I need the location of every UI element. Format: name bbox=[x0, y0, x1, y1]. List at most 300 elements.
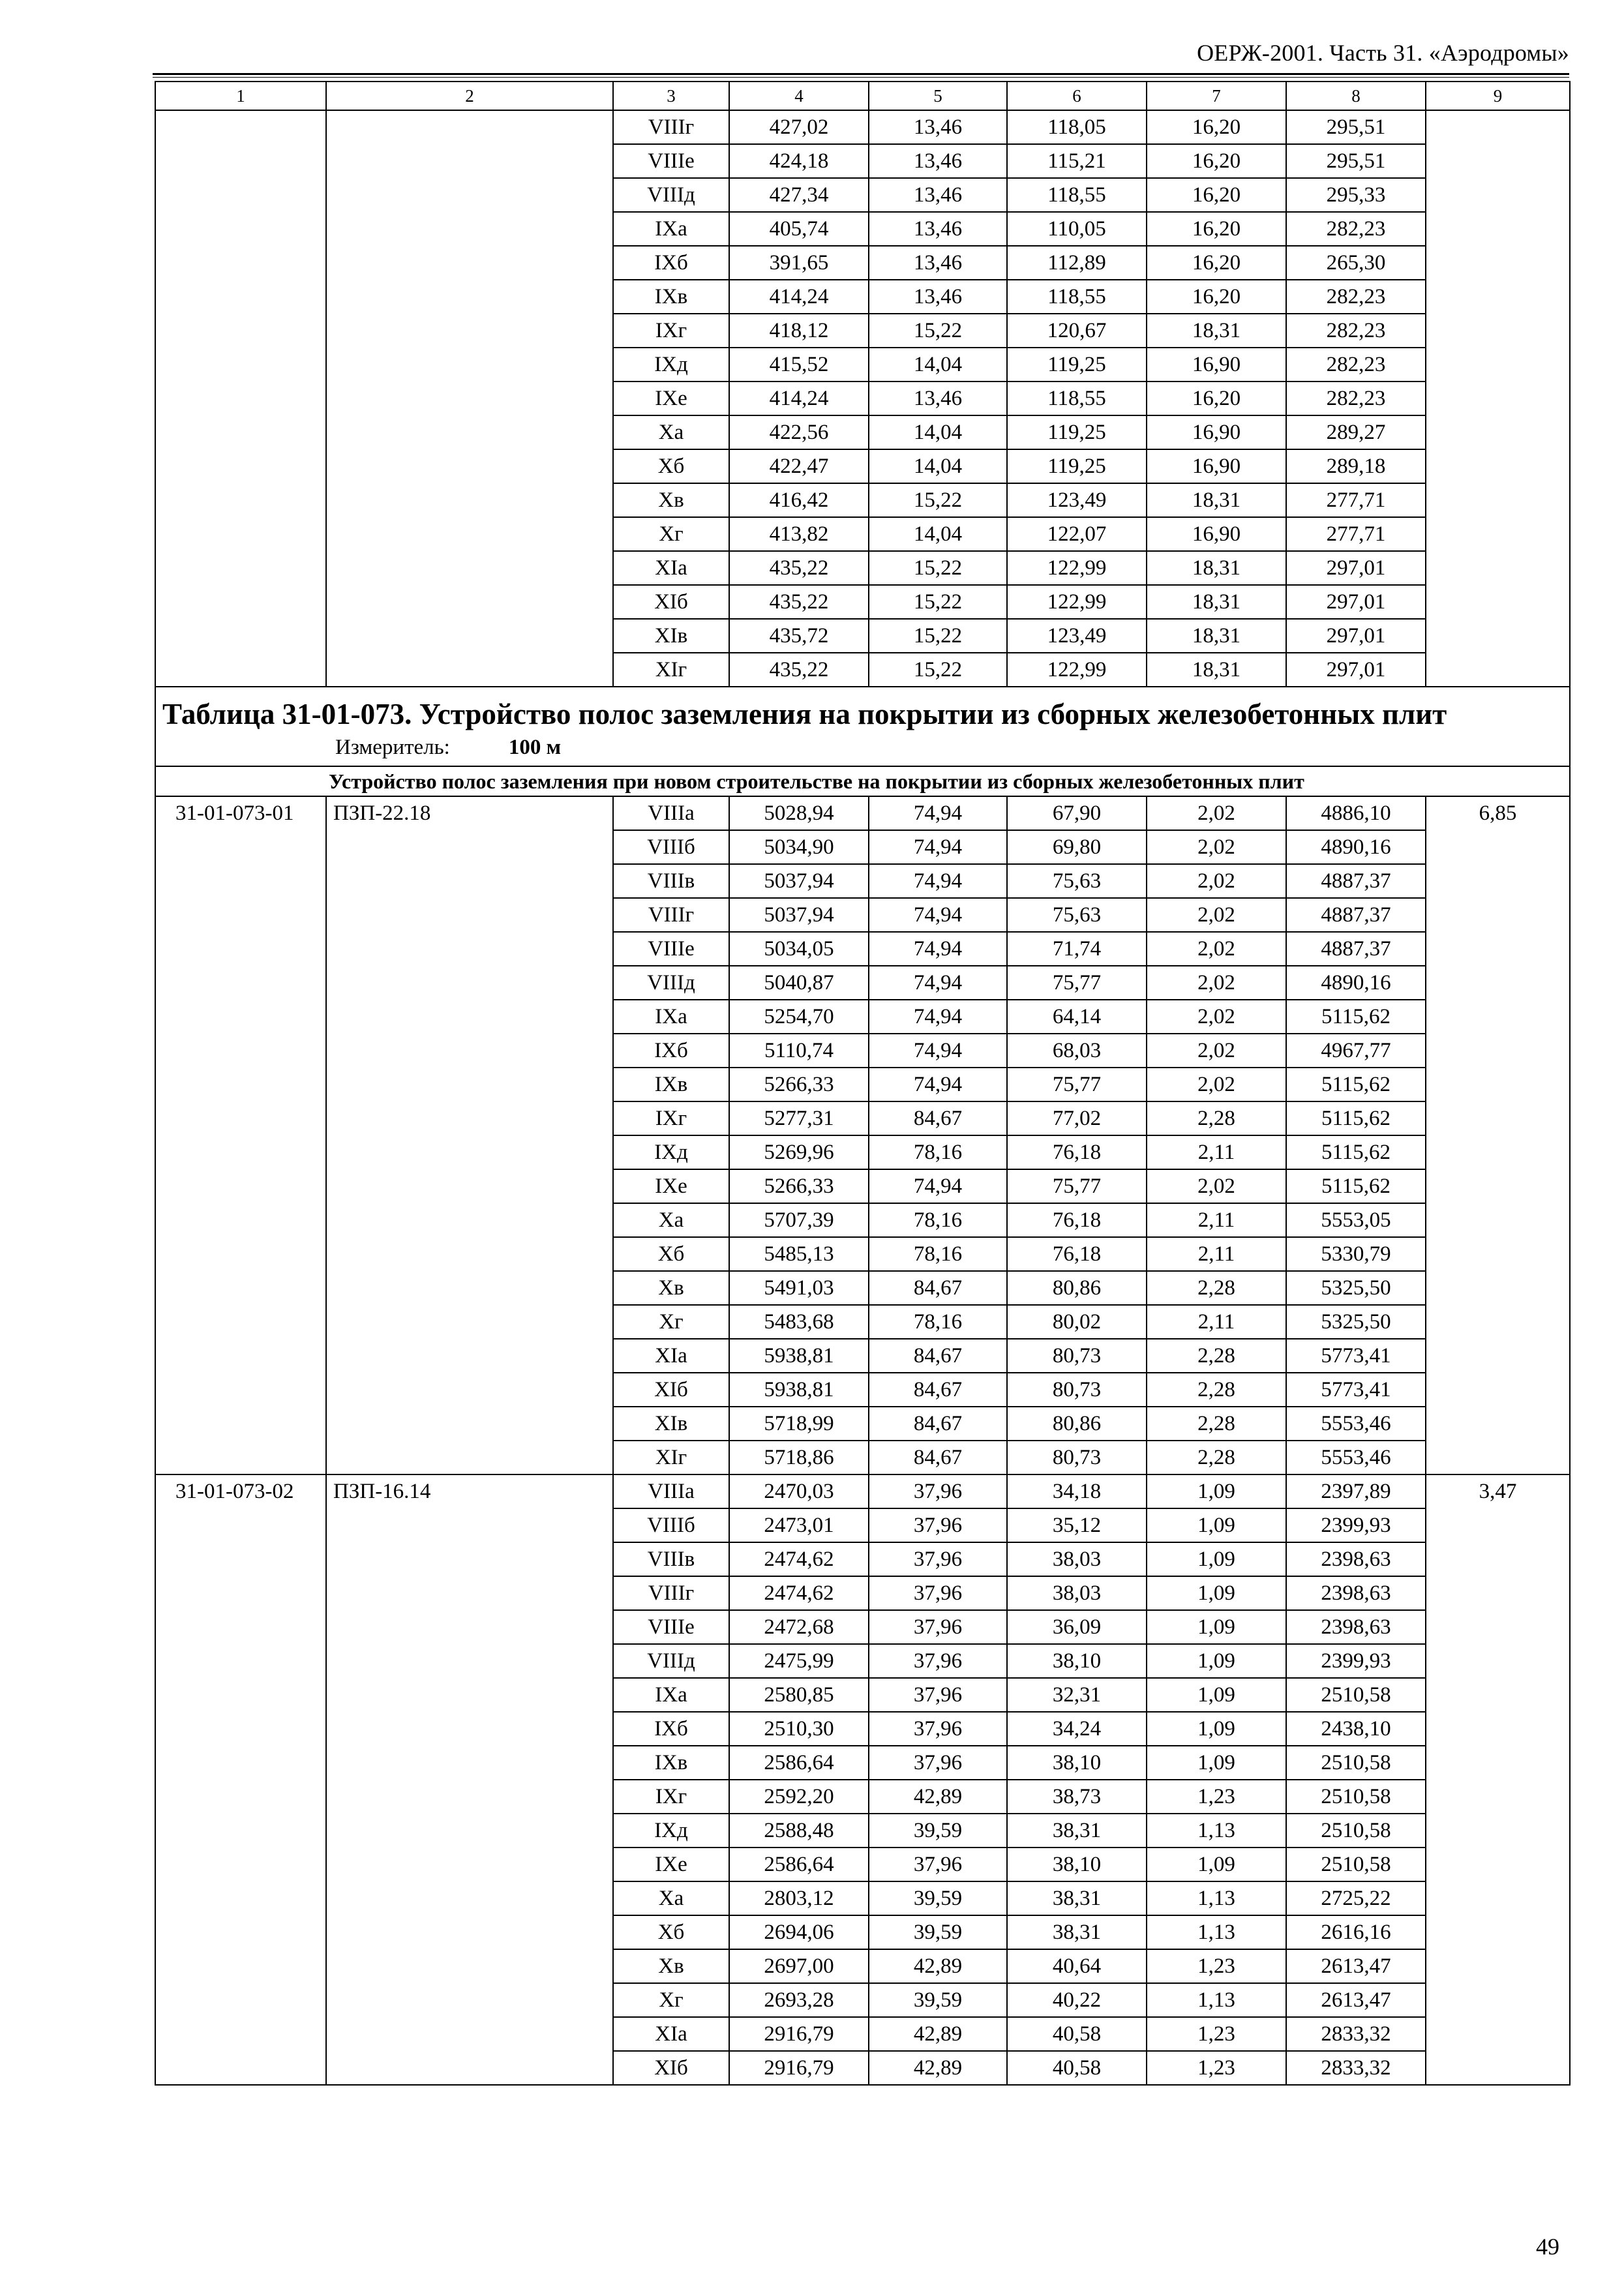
data-cell: 2,02 bbox=[1147, 864, 1286, 898]
data-cell: XIг bbox=[613, 1441, 729, 1474]
data-cell: 16,90 bbox=[1147, 517, 1286, 551]
data-cell: 37,96 bbox=[869, 1610, 1007, 1644]
data-cell: 119,25 bbox=[1007, 348, 1147, 382]
data-cell: 435,22 bbox=[729, 653, 869, 687]
data-cell: 5718,86 bbox=[729, 1441, 869, 1474]
name-cell-empty bbox=[326, 110, 613, 687]
data-cell: IXа bbox=[613, 1678, 729, 1712]
data-cell: IXв bbox=[613, 1746, 729, 1780]
data-cell: 2,28 bbox=[1147, 1271, 1286, 1305]
data-cell: 2833,32 bbox=[1286, 2051, 1426, 2085]
data-cell: 37,96 bbox=[869, 1712, 1007, 1746]
data-cell: 2725,22 bbox=[1286, 1881, 1426, 1915]
data-cell: 77,02 bbox=[1007, 1101, 1147, 1135]
rate-code: 31-01-073-02 bbox=[155, 1474, 326, 2085]
data-cell: 2,28 bbox=[1147, 1407, 1286, 1441]
data-cell: 13,46 bbox=[869, 280, 1007, 314]
data-cell: 5483,68 bbox=[729, 1305, 869, 1339]
data-cell: VIIIг bbox=[613, 110, 729, 144]
data-cell: 1,09 bbox=[1147, 1848, 1286, 1881]
data-cell: 2,28 bbox=[1147, 1101, 1286, 1135]
data-cell: 2438,10 bbox=[1286, 1712, 1426, 1746]
data-cell: VIIIе bbox=[613, 1610, 729, 1644]
data-cell: 4890,16 bbox=[1286, 966, 1426, 1000]
data-cell: 5325,50 bbox=[1286, 1271, 1426, 1305]
subheading-row bbox=[155, 766, 1570, 796]
data-cell: 122,99 bbox=[1007, 551, 1147, 585]
col9-cell-empty bbox=[1426, 110, 1570, 687]
data-cell: 2510,58 bbox=[1286, 1780, 1426, 1814]
data-cell: 5115,62 bbox=[1286, 1169, 1426, 1203]
data-cell: 2613,47 bbox=[1286, 1983, 1426, 2017]
data-cell: 5553,46 bbox=[1286, 1407, 1426, 1441]
data-cell: 289,18 bbox=[1286, 449, 1426, 483]
data-cell: 5553,05 bbox=[1286, 1203, 1426, 1237]
data-cell: 5707,39 bbox=[729, 1203, 869, 1237]
data-cell: 2,28 bbox=[1147, 1441, 1286, 1474]
data-cell: 75,77 bbox=[1007, 966, 1147, 1000]
data-cell: 74,94 bbox=[869, 796, 1007, 830]
data-cell: 16,20 bbox=[1147, 144, 1286, 178]
data-cell: 39,59 bbox=[869, 1814, 1007, 1848]
data-cell: 2398,63 bbox=[1286, 1576, 1426, 1610]
data-cell: 37,96 bbox=[869, 1474, 1007, 1508]
column-number: 7 bbox=[1147, 82, 1286, 110]
data-cell: 120,67 bbox=[1007, 314, 1147, 348]
data-cell: IXе bbox=[613, 1169, 729, 1203]
data-cell: 112,89 bbox=[1007, 246, 1147, 280]
data-cell: 2,11 bbox=[1147, 1135, 1286, 1169]
data-cell: 40,58 bbox=[1007, 2017, 1147, 2051]
data-cell: 74,94 bbox=[869, 1169, 1007, 1203]
data-cell: 1,09 bbox=[1147, 1576, 1286, 1610]
data-cell: XIб bbox=[613, 585, 729, 619]
data-cell: 74,94 bbox=[869, 864, 1007, 898]
data-cell: 5938,81 bbox=[729, 1339, 869, 1373]
data-cell: 5269,96 bbox=[729, 1135, 869, 1169]
col9-value: 6,85 bbox=[1426, 796, 1570, 1474]
column-number: 8 bbox=[1286, 82, 1426, 110]
unit-label: Измеритель: bbox=[335, 736, 450, 759]
data-cell: 5110,74 bbox=[729, 1034, 869, 1068]
data-cell: 42,89 bbox=[869, 2017, 1007, 2051]
data-cell: 78,16 bbox=[869, 1203, 1007, 1237]
data-cell: 38,03 bbox=[1007, 1576, 1147, 1610]
data-cell: 2,11 bbox=[1147, 1203, 1286, 1237]
data-cell: 16,20 bbox=[1147, 246, 1286, 280]
data-cell: 4887,37 bbox=[1286, 864, 1426, 898]
data-cell: VIIIв bbox=[613, 1542, 729, 1576]
data-cell: 265,30 bbox=[1286, 246, 1426, 280]
data-cell: 2399,93 bbox=[1286, 1644, 1426, 1678]
data-cell: 80,73 bbox=[1007, 1339, 1147, 1373]
table-title-cell bbox=[155, 687, 1570, 766]
rate-code: 31-01-073-01 bbox=[155, 796, 326, 1474]
data-cell: 2470,03 bbox=[729, 1474, 869, 1508]
data-cell: 36,09 bbox=[1007, 1610, 1147, 1644]
data-cell: 2693,28 bbox=[729, 1983, 869, 2017]
data-cell: 5773,41 bbox=[1286, 1339, 1426, 1373]
data-cell: 277,71 bbox=[1286, 483, 1426, 517]
data-cell: 5115,62 bbox=[1286, 1101, 1426, 1135]
data-cell: 34,24 bbox=[1007, 1712, 1147, 1746]
data-cell: 1,23 bbox=[1147, 2051, 1286, 2085]
data-cell: Xв bbox=[613, 483, 729, 517]
data-cell: 42,89 bbox=[869, 1949, 1007, 1983]
data-cell: 14,04 bbox=[869, 348, 1007, 382]
data-cell: 1,09 bbox=[1147, 1678, 1286, 1712]
data-cell: XIа bbox=[613, 551, 729, 585]
data-cell: 13,46 bbox=[869, 246, 1007, 280]
data-cell: 18,31 bbox=[1147, 619, 1286, 653]
table-row bbox=[155, 1474, 1570, 1508]
data-cell: XIа bbox=[613, 2017, 729, 2051]
data-cell: 14,04 bbox=[869, 415, 1007, 449]
data-cell: 13,46 bbox=[869, 144, 1007, 178]
data-cell: XIв bbox=[613, 1407, 729, 1441]
data-cell: 78,16 bbox=[869, 1237, 1007, 1271]
data-cell: 13,46 bbox=[869, 110, 1007, 144]
data-cell: 1,09 bbox=[1147, 1508, 1286, 1542]
data-cell: 295,33 bbox=[1286, 178, 1426, 212]
data-cell: 67,90 bbox=[1007, 796, 1147, 830]
data-cell: 80,73 bbox=[1007, 1373, 1147, 1407]
data-cell: 13,46 bbox=[869, 382, 1007, 415]
data-cell: 74,94 bbox=[869, 932, 1007, 966]
data-cell: Xб bbox=[613, 1915, 729, 1949]
data-cell: 15,22 bbox=[869, 585, 1007, 619]
data-cell: 5553,46 bbox=[1286, 1441, 1426, 1474]
data-cell: 18,31 bbox=[1147, 483, 1286, 517]
data-cell: 5115,62 bbox=[1286, 1135, 1426, 1169]
data-cell: 1,09 bbox=[1147, 1610, 1286, 1644]
data-cell: 39,59 bbox=[869, 1983, 1007, 2017]
data-cell: 2,02 bbox=[1147, 1068, 1286, 1101]
data-cell: 118,05 bbox=[1007, 110, 1147, 144]
data-cell: 5491,03 bbox=[729, 1271, 869, 1305]
data-cell: 32,31 bbox=[1007, 1678, 1147, 1712]
data-cell: 75,63 bbox=[1007, 898, 1147, 932]
data-cell: 282,23 bbox=[1286, 382, 1426, 415]
column-number: 1 bbox=[155, 82, 326, 110]
data-cell: 74,94 bbox=[869, 830, 1007, 864]
data-cell: 2510,58 bbox=[1286, 1746, 1426, 1780]
data-cell: 16,20 bbox=[1147, 382, 1286, 415]
data-cell: 2510,58 bbox=[1286, 1814, 1426, 1848]
data-cell: 5485,13 bbox=[729, 1237, 869, 1271]
data-cell: 64,14 bbox=[1007, 1000, 1147, 1034]
data-cell: Xб bbox=[613, 449, 729, 483]
data-cell: 16,20 bbox=[1147, 178, 1286, 212]
data-cell: 1,13 bbox=[1147, 1881, 1286, 1915]
data-cell: 122,99 bbox=[1007, 653, 1147, 687]
table-row bbox=[155, 110, 1570, 144]
data-cell: 84,67 bbox=[869, 1339, 1007, 1373]
data-cell: 2,02 bbox=[1147, 1169, 1286, 1203]
data-cell: IXб bbox=[613, 246, 729, 280]
table-title-row bbox=[155, 687, 1570, 766]
data-cell: 1,09 bbox=[1147, 1542, 1286, 1576]
data-cell: 414,24 bbox=[729, 280, 869, 314]
data-cell: 38,03 bbox=[1007, 1542, 1147, 1576]
data-cell: 123,49 bbox=[1007, 483, 1147, 517]
data-cell: 75,77 bbox=[1007, 1068, 1147, 1101]
data-cell: 282,23 bbox=[1286, 212, 1426, 246]
data-cell: XIб bbox=[613, 2051, 729, 2085]
data-cell: 416,42 bbox=[729, 483, 869, 517]
data-cell: 5266,33 bbox=[729, 1068, 869, 1101]
data-cell: IXд bbox=[613, 348, 729, 382]
data-cell: 74,94 bbox=[869, 898, 1007, 932]
data-cell: 2,02 bbox=[1147, 1034, 1286, 1068]
data-cell: Xб bbox=[613, 1237, 729, 1271]
data-cell: 415,52 bbox=[729, 348, 869, 382]
data-cell: 297,01 bbox=[1286, 551, 1426, 585]
data-cell: 74,94 bbox=[869, 966, 1007, 1000]
data-cell: 122,07 bbox=[1007, 517, 1147, 551]
data-cell: Xв bbox=[613, 1271, 729, 1305]
data-cell: 1,13 bbox=[1147, 1983, 1286, 2017]
data-cell: IXд bbox=[613, 1814, 729, 1848]
data-cell: 42,89 bbox=[869, 2051, 1007, 2085]
data-cell: 5034,05 bbox=[729, 932, 869, 966]
data-cell: 1,09 bbox=[1147, 1746, 1286, 1780]
data-cell: 68,03 bbox=[1007, 1034, 1147, 1068]
data-cell: 80,86 bbox=[1007, 1407, 1147, 1441]
data-cell: 2,28 bbox=[1147, 1373, 1286, 1407]
data-cell: XIб bbox=[613, 1373, 729, 1407]
data-cell: VIIIе bbox=[613, 932, 729, 966]
data-cell: 2697,00 bbox=[729, 1949, 869, 1983]
data-cell: 2398,63 bbox=[1286, 1542, 1426, 1576]
data-cell: 297,01 bbox=[1286, 619, 1426, 653]
data-cell: 38,10 bbox=[1007, 1746, 1147, 1780]
data-cell: XIв bbox=[613, 619, 729, 653]
data-cell: 1,09 bbox=[1147, 1712, 1286, 1746]
data-cell: 1,09 bbox=[1147, 1644, 1286, 1678]
data-cell: 118,55 bbox=[1007, 382, 1147, 415]
data-cell: 2510,58 bbox=[1286, 1678, 1426, 1712]
data-cell: 297,01 bbox=[1286, 653, 1426, 687]
data-cell: VIIIд bbox=[613, 966, 729, 1000]
data-cell: 2916,79 bbox=[729, 2017, 869, 2051]
data-cell: 118,55 bbox=[1007, 178, 1147, 212]
data-cell: 422,47 bbox=[729, 449, 869, 483]
data-cell: 40,58 bbox=[1007, 2051, 1147, 2085]
data-cell: 18,31 bbox=[1147, 653, 1286, 687]
data-cell: 2473,01 bbox=[729, 1508, 869, 1542]
data-cell: 2580,85 bbox=[729, 1678, 869, 1712]
data-cell: 16,20 bbox=[1147, 110, 1286, 144]
data-cell: 2694,06 bbox=[729, 1915, 869, 1949]
data-cell: VIIIв bbox=[613, 864, 729, 898]
data-cell: 15,22 bbox=[869, 483, 1007, 517]
data-cell: 2,02 bbox=[1147, 830, 1286, 864]
data-cell: 38,10 bbox=[1007, 1644, 1147, 1678]
data-cell: 74,94 bbox=[869, 1000, 1007, 1034]
data-cell: 15,22 bbox=[869, 619, 1007, 653]
data-cell: 2474,62 bbox=[729, 1576, 869, 1610]
data-cell: 418,12 bbox=[729, 314, 869, 348]
data-cell: 37,96 bbox=[869, 1542, 1007, 1576]
data-cell: 75,63 bbox=[1007, 864, 1147, 898]
data-cell: 74,94 bbox=[869, 1068, 1007, 1101]
data-cell: 119,25 bbox=[1007, 415, 1147, 449]
data-cell: 5773,41 bbox=[1286, 1373, 1426, 1407]
data-cell: 2475,99 bbox=[729, 1644, 869, 1678]
data-cell: 4890,16 bbox=[1286, 830, 1426, 864]
data-cell: 2398,63 bbox=[1286, 1610, 1426, 1644]
table-row bbox=[155, 796, 1570, 830]
data-cell: 80,73 bbox=[1007, 1441, 1147, 1474]
data-cell: 5254,70 bbox=[729, 1000, 869, 1034]
data-cell: 1,23 bbox=[1147, 2017, 1286, 2051]
data-cell: 80,02 bbox=[1007, 1305, 1147, 1339]
data-cell: 42,89 bbox=[869, 1780, 1007, 1814]
data-cell: 37,96 bbox=[869, 1848, 1007, 1881]
data-cell: 76,18 bbox=[1007, 1203, 1147, 1237]
data-cell: 18,31 bbox=[1147, 585, 1286, 619]
data-cell: 2916,79 bbox=[729, 2051, 869, 2085]
data-cell: 5028,94 bbox=[729, 796, 869, 830]
data-cell: IXе bbox=[613, 382, 729, 415]
data-cell: VIIIг bbox=[613, 1576, 729, 1610]
data-cell: IXг bbox=[613, 1101, 729, 1135]
data-cell: IXв bbox=[613, 1068, 729, 1101]
data-cell: 282,23 bbox=[1286, 280, 1426, 314]
data-cell: XIг bbox=[613, 653, 729, 687]
data-cell: 13,46 bbox=[869, 178, 1007, 212]
data-cell: VIIIд bbox=[613, 178, 729, 212]
data-cell: IXа bbox=[613, 1000, 729, 1034]
data-cell: 5718,99 bbox=[729, 1407, 869, 1441]
unit-value: 100 м bbox=[508, 736, 562, 759]
data-cell: 295,51 bbox=[1286, 110, 1426, 144]
data-cell: 38,73 bbox=[1007, 1780, 1147, 1814]
data-cell: 2,02 bbox=[1147, 1000, 1286, 1034]
data-cell: 435,72 bbox=[729, 619, 869, 653]
data-cell: 40,64 bbox=[1007, 1949, 1147, 1983]
data-cell: Xа bbox=[613, 415, 729, 449]
data-cell: 2803,12 bbox=[729, 1881, 869, 1915]
data-cell: 18,31 bbox=[1147, 551, 1286, 585]
data-cell: 69,80 bbox=[1007, 830, 1147, 864]
data-cell: 13,46 bbox=[869, 212, 1007, 246]
header-rule-thin bbox=[153, 77, 1569, 78]
data-cell: 5040,87 bbox=[729, 966, 869, 1000]
data-cell: 40,22 bbox=[1007, 1983, 1147, 2017]
data-cell: VIIIе bbox=[613, 144, 729, 178]
data-cell: 5330,79 bbox=[1286, 1237, 1426, 1271]
data-cell: 2616,16 bbox=[1286, 1915, 1426, 1949]
data-cell: IXб bbox=[613, 1034, 729, 1068]
data-cell: 2586,64 bbox=[729, 1848, 869, 1881]
data-cell: 391,65 bbox=[729, 246, 869, 280]
data-cell: 427,02 bbox=[729, 110, 869, 144]
data-cell: 39,59 bbox=[869, 1881, 1007, 1915]
data-cell: 34,18 bbox=[1007, 1474, 1147, 1508]
data-cell: 16,90 bbox=[1147, 415, 1286, 449]
data-cell: 119,25 bbox=[1007, 449, 1147, 483]
data-cell: 5034,90 bbox=[729, 830, 869, 864]
data-cell: 2588,48 bbox=[729, 1814, 869, 1848]
data-cell: IXг bbox=[613, 1780, 729, 1814]
data-cell: 18,31 bbox=[1147, 314, 1286, 348]
data-cell: 424,18 bbox=[729, 144, 869, 178]
data-cell: 2510,58 bbox=[1286, 1848, 1426, 1881]
data-cell: 84,67 bbox=[869, 1101, 1007, 1135]
data-cell: VIIIг bbox=[613, 898, 729, 932]
data-cell: 2510,30 bbox=[729, 1712, 869, 1746]
data-cell: 4967,77 bbox=[1286, 1034, 1426, 1068]
data-cell: VIIIб bbox=[613, 830, 729, 864]
data-cell: 2472,68 bbox=[729, 1610, 869, 1644]
rate-name: ПЗП-22.18 bbox=[326, 796, 613, 1474]
data-cell: VIIIа bbox=[613, 1474, 729, 1508]
data-cell: IXд bbox=[613, 1135, 729, 1169]
data-cell: 38,31 bbox=[1007, 1814, 1147, 1848]
data-cell: 37,96 bbox=[869, 1576, 1007, 1610]
data-cell: 16,20 bbox=[1147, 280, 1286, 314]
data-cell: VIIIд bbox=[613, 1644, 729, 1678]
data-cell: 1,23 bbox=[1147, 1949, 1286, 1983]
data-cell: 75,77 bbox=[1007, 1169, 1147, 1203]
data-cell: 71,74 bbox=[1007, 932, 1147, 966]
data-cell: IXа bbox=[613, 212, 729, 246]
data-cell: 14,04 bbox=[869, 517, 1007, 551]
data-cell: 16,90 bbox=[1147, 348, 1286, 382]
data-cell: 413,82 bbox=[729, 517, 869, 551]
data-cell: 15,22 bbox=[869, 314, 1007, 348]
data-cell: 289,27 bbox=[1286, 415, 1426, 449]
col9-value: 3,47 bbox=[1426, 1474, 1570, 2085]
data-cell: 405,74 bbox=[729, 212, 869, 246]
table-title: Таблица 31-01-073. Устройство полос заземления на покрытии из сборных железобетонных плит bbox=[162, 698, 1447, 730]
data-cell: 4886,10 bbox=[1286, 796, 1426, 830]
unit-line bbox=[162, 733, 1563, 762]
data-cell: 84,67 bbox=[869, 1271, 1007, 1305]
data-cell: 2,02 bbox=[1147, 932, 1286, 966]
data-cell: 15,22 bbox=[869, 551, 1007, 585]
data-cell: 37,96 bbox=[869, 1746, 1007, 1780]
data-cell: 435,22 bbox=[729, 585, 869, 619]
data-cell: 118,55 bbox=[1007, 280, 1147, 314]
data-cell: 38,31 bbox=[1007, 1881, 1147, 1915]
column-number-row bbox=[155, 82, 1570, 110]
data-cell: 2474,62 bbox=[729, 1542, 869, 1576]
column-number: 6 bbox=[1007, 82, 1147, 110]
data-cell: 80,86 bbox=[1007, 1271, 1147, 1305]
data-cell: 2,02 bbox=[1147, 966, 1286, 1000]
data-cell: Xг bbox=[613, 1305, 729, 1339]
rates-table bbox=[155, 81, 1571, 2086]
data-cell: IXе bbox=[613, 1848, 729, 1881]
data-cell: 4887,37 bbox=[1286, 932, 1426, 966]
data-cell: 1,13 bbox=[1147, 1814, 1286, 1848]
data-cell: VIIIа bbox=[613, 796, 729, 830]
data-cell: 5938,81 bbox=[729, 1373, 869, 1407]
data-cell: 123,49 bbox=[1007, 619, 1147, 653]
data-cell: Xв bbox=[613, 1949, 729, 1983]
data-cell: 38,31 bbox=[1007, 1915, 1147, 1949]
data-cell: 5115,62 bbox=[1286, 1000, 1426, 1034]
data-cell: 84,67 bbox=[869, 1373, 1007, 1407]
data-cell: Xг bbox=[613, 517, 729, 551]
data-cell: 78,16 bbox=[869, 1135, 1007, 1169]
data-cell: 427,34 bbox=[729, 178, 869, 212]
data-cell: 5037,94 bbox=[729, 898, 869, 932]
data-cell: 115,21 bbox=[1007, 144, 1147, 178]
